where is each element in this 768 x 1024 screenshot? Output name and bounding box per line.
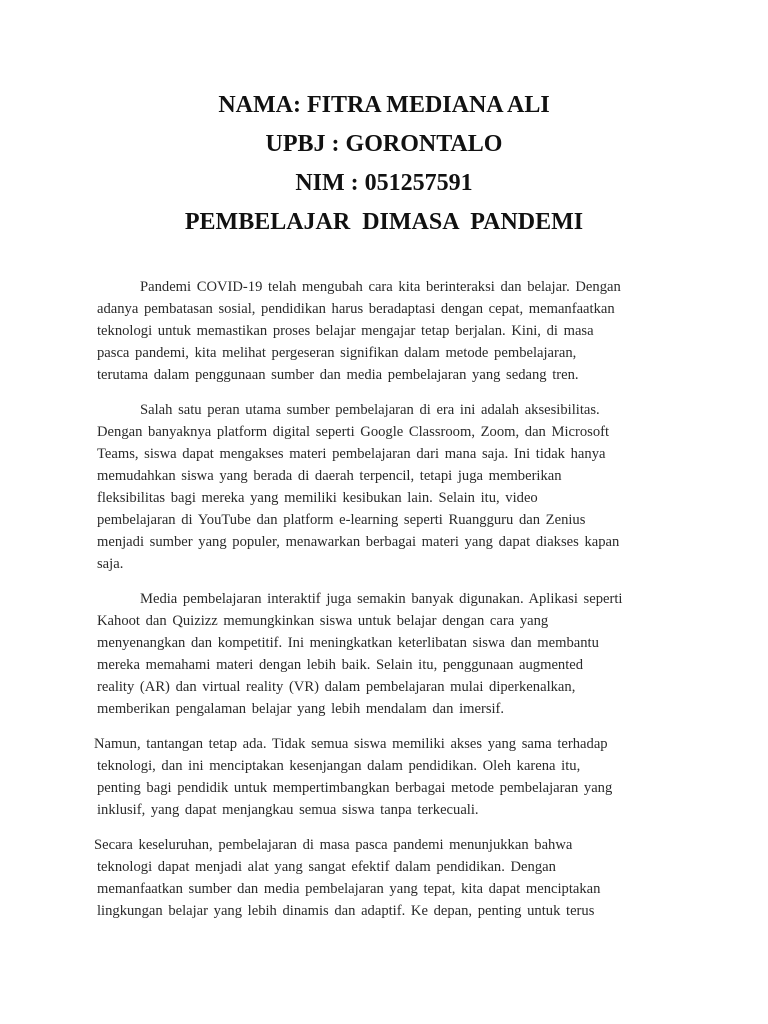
document-body — [94, 276, 674, 935]
paragraph-line: Pandemi COVID-19 telah mengubah cara kita berinteraksi dan belajar. Dengan — [140, 279, 621, 295]
paragraph-line: teknologi dapat menjadi alat yang sangat efektif dalam pendidikan. Dengan — [97, 859, 556, 875]
paragraph-line: mereka memahami materi dengan lebih baik. Selain itu, penggunaan augmented — [97, 657, 584, 673]
paragraph-1 — [94, 276, 674, 386]
paragraph-3 — [94, 588, 674, 720]
paragraph-line: Media pembelajaran interaktif juga semakin banyak digunakan. Aplikasi seperti — [140, 591, 623, 607]
student-name: NAMA: FITRA MEDIANA ALI — [218, 92, 550, 118]
paragraph-5 — [94, 834, 674, 922]
paragraph-line: Namun, tantangan tetap ada. Tidak semua siswa memiliki akses yang sama terhadap — [94, 736, 608, 752]
upbj-label: UPBJ : GORONTALO — [265, 131, 503, 157]
paragraph-line: menjadi sumber yang populer, menawarkan berbagai materi yang dapat diakses kapan — [97, 534, 620, 550]
paragraph-line: Salah satu peran utama sumber pembelajaran di era ini adalah aksesibilitas. — [140, 402, 600, 418]
paragraph-line: Secara keseluruhan, pembelajaran di masa pasca pandemi menunjukkan bahwa — [94, 837, 573, 853]
nim-label: NIM : 051257591 — [295, 170, 473, 196]
paragraph-line: Teams, siswa dapat mengakses materi pembelajaran dari mana saja. Ini tidak hanya — [97, 446, 606, 462]
paragraph-line: lingkungan belajar yang lebih dinamis dan adaptif. Ke depan, penting untuk terus — [97, 903, 595, 919]
paragraph-line: pasca pandemi, kita melihat pergeseran signifikan dalam metode pembelajaran, — [97, 345, 577, 361]
paragraph-line: Dengan banyaknya platform digital seperti Google Classroom, Zoom, dan Microsoft — [97, 424, 610, 440]
paragraph-line: memberikan pengalaman belajar yang lebih mendalam dan imersif. — [97, 701, 505, 717]
paragraph-line: Kahoot dan Quizizz memungkinkan siswa untuk belajar dengan cara yang — [97, 613, 549, 629]
paragraph-line: menyenangkan dan kompetitif. Ini meningkatkan keterlibatan siswa dan membantu — [97, 635, 599, 651]
document-header — [0, 86, 768, 242]
paragraph-line: pembelajaran di YouTube dan platform e-learning seperti Ruangguru dan Zenius — [97, 512, 586, 528]
paragraph-line: adanya pembatasan sosial, pendidikan harus beradaptasi dengan cepat, memanfaatkan — [97, 301, 615, 317]
paragraph-line: memudahkan siswa yang berada di daerah terpencil, tetapi juga memberikan — [97, 468, 562, 484]
paragraph-line: teknologi, dan ini menciptakan kesenjangan dalam pendidikan. Oleh karena itu, — [97, 758, 581, 774]
paragraph-line: teknologi untuk memastikan proses belajar mengajar tetap berjalan. Kini, di masa — [97, 323, 594, 339]
paragraph-line: saja. — [97, 556, 124, 572]
paragraph-line: inklusif, yang dapat menjangkau semua siswa tanpa terkecuali. — [97, 802, 479, 818]
paragraph-line: fleksibilitas bagi mereka yang memiliki kesibukan lain. Selain itu, video — [97, 490, 538, 506]
paragraph-2 — [94, 399, 674, 575]
paragraph-line: penting bagi pendidik untuk mempertimbangkan berbagai metode pembelajaran yang — [97, 780, 613, 796]
paragraph-4 — [94, 733, 674, 821]
document-title: PEMBELAJAR DIMASA PANDEMI — [184, 209, 584, 235]
paragraph-line: terutama dalam penggunaan sumber dan media pembelajaran yang sedang tren. — [97, 367, 579, 383]
paragraph-line: memanfaatkan sumber dan media pembelajaran yang tepat, kita dapat menciptakan — [97, 881, 601, 897]
paragraph-line: reality (AR) dan virtual reality (VR) dalam pembelajaran mulai diperkenalkan, — [97, 679, 576, 695]
